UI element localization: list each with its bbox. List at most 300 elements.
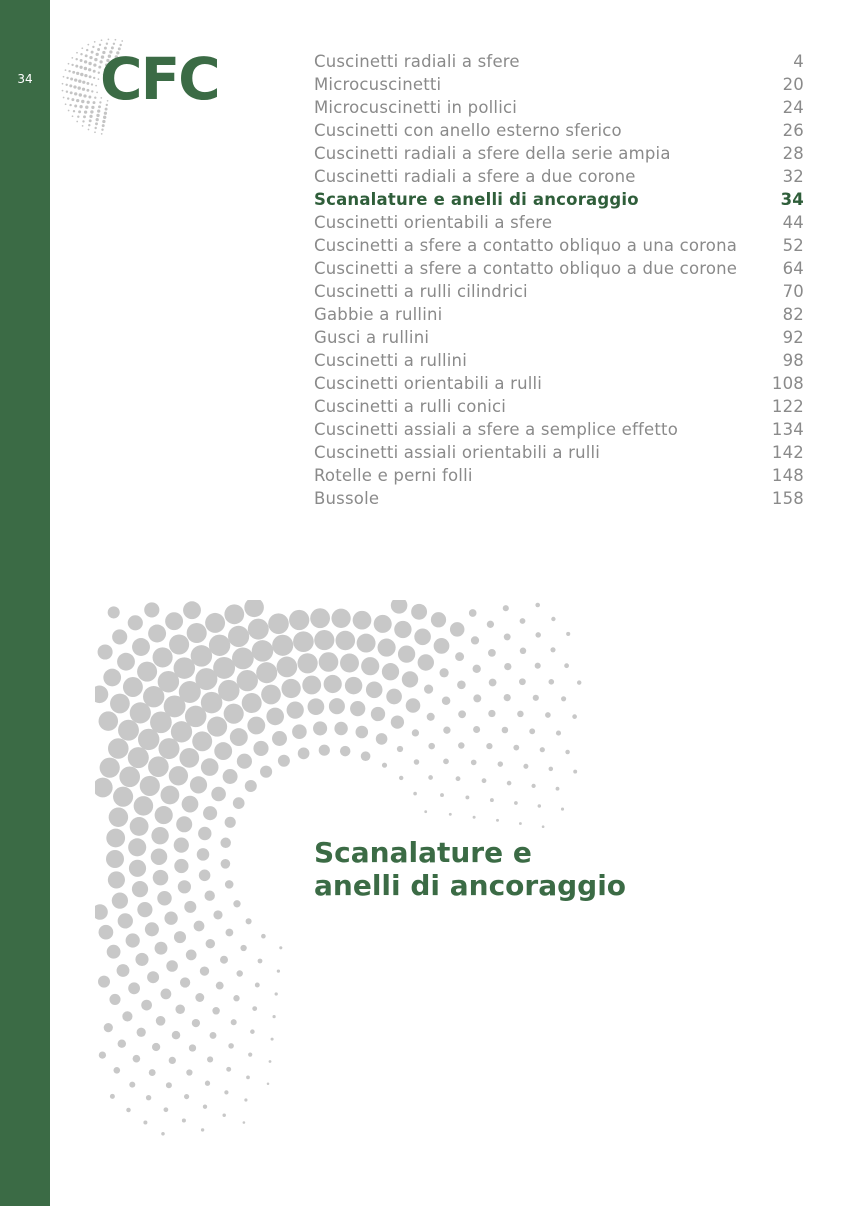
- swirl-dot: [194, 921, 205, 932]
- swirl-dot: [130, 817, 149, 836]
- swirl-dot: [473, 694, 481, 702]
- toc-item[interactable]: [314, 326, 804, 349]
- swirl-dot: [220, 838, 230, 848]
- swirl-dot: [577, 680, 581, 684]
- swirl-dot: [382, 663, 399, 680]
- swirl-dot: [394, 621, 411, 638]
- swirl-dot: [205, 613, 225, 633]
- swirl-dot: [482, 778, 487, 783]
- logo-dot: [84, 74, 87, 77]
- logo-dot: [88, 62, 91, 65]
- logo-dot: [84, 67, 87, 70]
- swirl-dot: [350, 701, 365, 716]
- swirl-dot: [488, 649, 496, 657]
- swirl-dot: [473, 816, 476, 819]
- swirl-dot: [519, 822, 522, 825]
- logo-dot: [96, 53, 99, 56]
- swirl-dot: [149, 1069, 156, 1076]
- swirl-dot: [226, 1067, 231, 1072]
- toc-item[interactable]: [314, 96, 804, 119]
- logo-dot: [96, 92, 98, 94]
- logo-dot: [85, 106, 88, 109]
- logo-dot: [86, 49, 88, 51]
- toc-item-label: Gusci a rullini: [314, 328, 430, 347]
- swirl-dot: [237, 670, 258, 691]
- swirl-dot: [268, 613, 289, 634]
- swirl-dot: [106, 850, 124, 868]
- swirl-dot: [366, 682, 383, 699]
- logo-dot: [69, 84, 72, 87]
- logo-dot: [84, 110, 87, 113]
- toc-item-page: 52: [782, 236, 804, 255]
- swirl-dot: [233, 797, 245, 809]
- swirl-dot: [456, 776, 461, 781]
- swirl-dot: [147, 971, 159, 983]
- swirl-dot: [376, 733, 388, 745]
- swirl-dot: [182, 796, 199, 813]
- logo-dot: [70, 78, 73, 81]
- swirl-dot: [132, 881, 148, 897]
- swirl-dot: [529, 728, 535, 734]
- swirl-dot: [361, 751, 371, 761]
- toc-item-page: 148: [771, 466, 804, 485]
- swirl-dot: [502, 727, 509, 734]
- toc-item-page: 70: [782, 282, 804, 301]
- swirl-dot: [313, 721, 327, 735]
- toc-item-label: Cuscinetti con anello esterno sferico: [314, 121, 622, 140]
- logo-dot: [93, 63, 96, 66]
- logo-dot: [95, 85, 97, 87]
- logo-dot: [79, 66, 82, 69]
- logo-dot: [78, 80, 81, 83]
- swirl-dot: [226, 929, 234, 937]
- logo-dot: [89, 119, 92, 122]
- swirl-dot: [133, 1055, 141, 1063]
- swirl-dot: [424, 685, 433, 694]
- logo-dot: [66, 77, 68, 79]
- swirl-dot: [95, 778, 113, 798]
- swirl-dot: [386, 689, 402, 705]
- swirl-dot: [504, 663, 511, 670]
- swirl-dot: [132, 638, 150, 656]
- swirl-dot: [191, 645, 212, 666]
- swirl-dot: [391, 600, 408, 614]
- swirl-dot: [182, 1118, 186, 1122]
- logo-dot: [91, 106, 94, 109]
- toc-item-page: 158: [771, 489, 804, 508]
- swirl-dot: [174, 837, 189, 852]
- swirl-dot: [240, 945, 246, 951]
- swirl-dot: [319, 745, 330, 756]
- logo-dot: [102, 120, 105, 123]
- swirl-dot: [222, 1114, 225, 1117]
- swirl-dot: [272, 635, 293, 656]
- swirl-dot: [469, 609, 477, 617]
- swirl-dot: [353, 611, 372, 630]
- swirl-dot: [428, 743, 435, 750]
- swirl-dot: [123, 677, 143, 697]
- logo-dot: [94, 58, 97, 61]
- swirl-dot: [172, 1031, 181, 1040]
- logo-dot: [102, 124, 105, 127]
- swirl-dot: [224, 604, 244, 624]
- toc-item-page: 28: [782, 144, 804, 163]
- swirl-dot: [319, 652, 339, 672]
- swirl-dot: [442, 697, 451, 706]
- swirl-dot: [153, 870, 169, 886]
- swirl-dot: [157, 891, 171, 905]
- swirl-dot: [189, 1044, 196, 1051]
- swirl-dot: [256, 662, 277, 683]
- toc-item-label: Cuscinetti a sfere a contatto obliquo a una corona: [314, 236, 738, 255]
- swirl-dot: [210, 1032, 217, 1039]
- swirl-dot: [449, 813, 452, 816]
- swirl-dot: [245, 780, 257, 792]
- logo-dot: [94, 131, 96, 133]
- logo-dot: [70, 91, 73, 94]
- swirl-dot: [331, 609, 350, 628]
- toc-item-page: 82: [782, 305, 804, 324]
- logo-dot: [89, 75, 92, 78]
- swirl-dot: [523, 764, 528, 769]
- logo-dot: [93, 101, 96, 104]
- toc-item[interactable]: [314, 464, 804, 487]
- toc-item[interactable]: [314, 142, 804, 165]
- logo-dot: [82, 120, 84, 122]
- swirl-dot: [213, 657, 235, 679]
- logo-dot: [72, 71, 75, 74]
- logo-dot: [71, 64, 73, 66]
- logo-dot: [80, 59, 83, 62]
- logo-dot: [79, 93, 82, 96]
- logo-dot: [89, 56, 92, 59]
- swirl-dot: [450, 622, 465, 637]
- logo-dot: [88, 96, 91, 99]
- page-number: 34: [17, 72, 33, 86]
- swirl-dot: [137, 662, 157, 682]
- toc-item[interactable]: [314, 73, 804, 96]
- cfc-logo-graphic: [58, 32, 233, 142]
- swirl-dot: [281, 679, 300, 698]
- swirl-dot: [113, 787, 133, 807]
- logo-dot: [89, 115, 92, 118]
- swirl-dot: [427, 713, 435, 721]
- logo-dot: [82, 81, 85, 84]
- logo-dot: [71, 98, 74, 101]
- logo-dot: [94, 97, 96, 99]
- swirl-dot: [391, 715, 404, 728]
- logo-dot: [83, 115, 86, 118]
- swirl-dot: [266, 708, 284, 726]
- toc-item[interactable]: [314, 487, 804, 510]
- toc-item-label: Bussole: [314, 489, 380, 508]
- swirl-dot: [565, 750, 570, 755]
- swirl-dot: [457, 680, 466, 689]
- toc-item-label: Cuscinetti orientabili a sfere: [314, 213, 553, 232]
- swirl-dot: [458, 710, 466, 718]
- swirl-dot: [212, 1007, 220, 1015]
- swirl-dot: [153, 647, 173, 667]
- swirl-dot: [513, 745, 519, 751]
- swirl-dot: [402, 671, 418, 687]
- swirl-dot: [118, 720, 139, 741]
- swirl-dot: [183, 601, 201, 619]
- swirl-dot: [225, 880, 234, 889]
- swirl-dot: [545, 712, 551, 718]
- swirl-dot: [198, 827, 211, 840]
- logo-dot: [90, 110, 93, 113]
- swirl-dot: [129, 1082, 135, 1088]
- swirl-dot: [517, 711, 524, 718]
- swirl-dot: [361, 657, 379, 675]
- table-of-contents: [314, 50, 804, 510]
- swirl-dot: [340, 654, 359, 673]
- logo-dot: [86, 82, 89, 85]
- swirl-dot: [520, 618, 526, 624]
- logo-dot: [83, 94, 86, 97]
- swirl-dot: [489, 679, 497, 687]
- swirl-dot: [146, 1095, 151, 1100]
- swirl-dot: [455, 652, 464, 661]
- logo-dot: [86, 89, 89, 92]
- logo-dot: [80, 53, 82, 55]
- swirl-dot: [112, 629, 127, 644]
- swirl-dot: [205, 1081, 210, 1086]
- swirl-dot: [213, 910, 222, 919]
- logo-dot: [81, 47, 83, 49]
- swirl-dot: [231, 1019, 237, 1025]
- toc-item-label: Scanalature e anelli di ancoraggio: [314, 190, 639, 209]
- swirl-dot: [137, 902, 152, 917]
- logo-dot: [92, 46, 94, 48]
- swirl-dot: [148, 756, 169, 777]
- toc-item[interactable]: [314, 372, 804, 395]
- logo-dot: [74, 105, 77, 108]
- swirl-dot: [128, 747, 149, 768]
- swirl-dot: [200, 966, 209, 975]
- swirl-dot: [261, 685, 281, 705]
- toc-item[interactable]: [314, 50, 804, 73]
- logo-dot: [76, 58, 78, 60]
- swirl-dot: [308, 698, 325, 715]
- swirl-dot: [180, 977, 190, 987]
- toc-item[interactable]: [314, 234, 804, 257]
- swirl-dot: [258, 959, 263, 964]
- swirl-dot: [140, 776, 160, 796]
- toc-item[interactable]: [314, 165, 804, 188]
- swirl-dot: [572, 714, 577, 719]
- swirl-dot: [556, 731, 561, 736]
- logo-dot: [95, 122, 98, 125]
- swirl-dot: [128, 615, 143, 630]
- logo-dot: [74, 78, 77, 81]
- swirl-dot: [556, 787, 560, 791]
- swirl-dot: [118, 1039, 126, 1047]
- toc-item[interactable]: [314, 119, 804, 142]
- swirl-dot: [122, 1011, 132, 1021]
- swirl-dot: [186, 950, 197, 961]
- logo-dot: [95, 127, 97, 129]
- logo-dot: [62, 90, 64, 92]
- swirl-dot: [109, 994, 120, 1005]
- logo-dot: [65, 69, 67, 71]
- toc-item-label: Rotelle e perni folli: [314, 466, 473, 485]
- swirl-dot: [192, 1019, 200, 1027]
- swirl-dot: [398, 645, 415, 662]
- swirl-dot: [174, 931, 186, 943]
- toc-item-page: 108: [771, 374, 804, 393]
- toc-item-label: Cuscinetti radiali a sfere a due corone: [314, 167, 636, 186]
- logo-dot: [93, 77, 95, 79]
- toc-item-label: Cuscinetti a sfere a contatto obliquo a due corone: [314, 259, 738, 278]
- swirl-dot: [418, 654, 434, 670]
- toc-item-page: 4: [793, 52, 804, 71]
- swirl-dot: [164, 1107, 169, 1112]
- swirl-dot: [98, 644, 113, 659]
- toc-item-page: 26: [782, 121, 804, 140]
- swirl-dot: [99, 711, 119, 731]
- swirl-dot: [564, 663, 569, 668]
- swirl-dot: [431, 612, 446, 627]
- swirl-dot: [108, 871, 125, 888]
- swirl-dot: [228, 1043, 234, 1049]
- swirl-dot: [113, 1067, 120, 1074]
- toc-item[interactable]: [314, 441, 804, 464]
- swirl-dot: [108, 606, 120, 618]
- swirl-dot: [224, 704, 244, 724]
- swirl-dot: [144, 602, 159, 617]
- logo-dot: [75, 65, 78, 68]
- swirl-dot: [399, 776, 403, 780]
- swirl-dot: [434, 638, 450, 654]
- section-title: [314, 836, 734, 902]
- swirl-dot: [143, 1120, 147, 1124]
- toc-item-page: 98: [782, 351, 804, 370]
- swirl-dot: [275, 992, 278, 995]
- swirl-dot: [535, 632, 540, 637]
- logo-dot: [91, 51, 94, 54]
- swirl-dot: [242, 693, 262, 713]
- logo-dot: [68, 63, 70, 65]
- swirl-dot: [531, 784, 535, 788]
- swirl-dot: [519, 678, 526, 685]
- swirl-dot: [443, 727, 450, 734]
- swirl-dot: [439, 668, 448, 677]
- logo-dot: [68, 110, 70, 112]
- swirl-dot: [411, 604, 427, 620]
- toc-item[interactable]: [314, 303, 804, 326]
- swirl-dot: [152, 1043, 160, 1051]
- logo-dot: [79, 105, 82, 108]
- swirl-dot: [161, 989, 172, 1000]
- swirl-dot: [225, 817, 236, 828]
- swirl-dot: [247, 717, 265, 735]
- toc-item[interactable]: [314, 280, 804, 303]
- logo-dot: [88, 124, 90, 126]
- logo-dot: [77, 116, 79, 118]
- swirl-dot: [214, 742, 232, 760]
- swirl-dot: [216, 982, 224, 990]
- logo-dot: [84, 60, 87, 63]
- logo-dot: [62, 83, 64, 85]
- swirl-dot: [374, 615, 392, 633]
- green-sidebar: [0, 0, 50, 1206]
- swirl-dot: [540, 747, 545, 752]
- swirl-dot: [573, 770, 577, 774]
- swirl-dot: [126, 1108, 131, 1113]
- section-title-line-2: anelli di ancoraggio: [314, 869, 627, 902]
- logo-dot: [87, 44, 89, 46]
- swirl-dot: [206, 939, 215, 948]
- swirl-dot: [248, 1053, 252, 1057]
- toc-item[interactable]: [314, 349, 804, 372]
- logo-dot: [103, 116, 106, 119]
- swirl-dot: [279, 946, 282, 949]
- swirl-dot: [287, 701, 304, 718]
- swirl-dot: [155, 942, 168, 955]
- swirl-dot: [504, 694, 511, 701]
- swirl-dot: [233, 900, 240, 907]
- swirl-dot: [465, 795, 469, 799]
- swirl-dot: [298, 748, 310, 760]
- cfc-logo: [58, 32, 233, 142]
- logo-dot: [91, 90, 93, 92]
- swirl-dot: [496, 819, 499, 822]
- swirl-dot: [538, 804, 541, 807]
- swirl-dot: [223, 769, 238, 784]
- swirl-dot: [473, 726, 480, 733]
- swirl-dot: [155, 806, 173, 824]
- swirl-dot: [207, 717, 227, 737]
- swirl-dot: [382, 763, 387, 768]
- swirl-dot: [292, 724, 307, 739]
- toc-item-label: Cuscinetti a rullini: [314, 351, 467, 370]
- swirl-dot: [244, 600, 264, 617]
- swirl-dot: [232, 648, 254, 670]
- toc-item[interactable]: [314, 188, 804, 211]
- swirl-dot: [209, 635, 230, 656]
- logo-dot: [66, 84, 68, 86]
- swirl-dot: [186, 1069, 192, 1075]
- toc-item[interactable]: [314, 395, 804, 418]
- toc-item-page: 142: [771, 443, 804, 462]
- logo-dot: [101, 133, 103, 135]
- swirl-dot: [550, 647, 555, 652]
- swirl-dot: [165, 612, 183, 630]
- swirl-dot: [175, 1004, 185, 1014]
- toc-item-label: Microcuscinetti in pollici: [314, 98, 518, 117]
- swirl-dot: [248, 619, 269, 640]
- swirl-dot: [118, 913, 133, 928]
- swirl-dot: [413, 792, 417, 796]
- logo-dot: [78, 86, 81, 89]
- swirl-dot: [95, 904, 108, 920]
- swirl-dot: [514, 801, 518, 805]
- swirl-dot: [334, 722, 347, 735]
- section-title-line-1: Scanalature e: [314, 836, 532, 869]
- swirl-dot: [406, 698, 421, 713]
- swirl-dot: [336, 631, 356, 651]
- swirl-dot: [237, 754, 252, 769]
- swirl-dot: [246, 918, 252, 924]
- toc-item[interactable]: [314, 211, 804, 234]
- swirl-dot: [498, 761, 503, 766]
- toc-item[interactable]: [314, 418, 804, 441]
- swirl-dot: [135, 953, 148, 966]
- swirl-dot: [109, 807, 128, 826]
- toc-item[interactable]: [314, 257, 804, 280]
- swirl-dot: [473, 665, 481, 673]
